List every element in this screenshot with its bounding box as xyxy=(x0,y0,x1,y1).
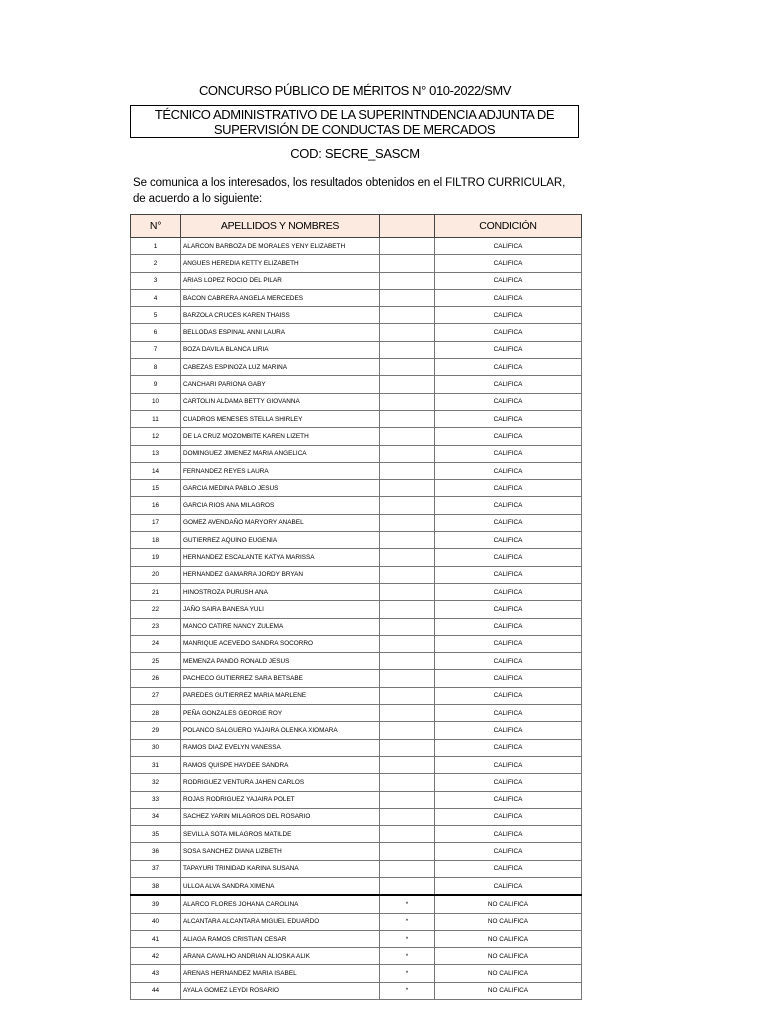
row-number: 16 xyxy=(131,497,181,514)
table-row xyxy=(131,687,582,704)
row-mark xyxy=(380,376,435,393)
row-mark: * xyxy=(380,913,435,930)
row-condition: NO CALIFICA xyxy=(435,982,582,999)
row-number: 44 xyxy=(131,982,181,999)
row-name: FERNANDEZ REYES LAURA xyxy=(181,462,380,479)
row-name: MEMENZA PANDO RONALD JESUS xyxy=(181,653,380,670)
row-name: ALARCON BARBOZA DE MORALES YENY ELIZABETH xyxy=(181,238,380,255)
table-row xyxy=(131,514,582,531)
table-row xyxy=(131,410,582,427)
row-mark xyxy=(380,341,435,358)
table-row xyxy=(131,756,582,773)
row-mark xyxy=(380,670,435,687)
row-name: JAÑO SAIRA BANESA YULI xyxy=(181,601,380,618)
row-name: CABEZAS ESPINOZA LUZ MARINA xyxy=(181,359,380,376)
table-row xyxy=(131,705,582,722)
row-number: 18 xyxy=(131,532,181,549)
row-mark: * xyxy=(380,895,435,913)
position-title-box xyxy=(130,105,579,138)
table-row xyxy=(131,982,582,999)
row-number: 6 xyxy=(131,324,181,341)
row-condition: CALIFICA xyxy=(435,497,582,514)
row-number: 30 xyxy=(131,739,181,756)
row-name: RAMOS QUISPE HAYDEE SANDRA xyxy=(181,756,380,773)
row-number: 29 xyxy=(131,722,181,739)
header-mark xyxy=(380,215,435,238)
row-name: ALARCO FLORES JOHANA CAROLINA xyxy=(181,895,380,913)
table-row xyxy=(131,791,582,808)
row-mark xyxy=(380,272,435,289)
row-name: SOSA SANCHEZ DIANA LIZBETH xyxy=(181,843,380,860)
table-row xyxy=(131,635,582,652)
table-row xyxy=(131,238,582,255)
row-number: 32 xyxy=(131,774,181,791)
row-condition: CALIFICA xyxy=(435,843,582,860)
table-row xyxy=(131,877,582,895)
row-name: ALIAGA RAMOS CRISTIAN CESAR xyxy=(181,930,380,947)
table-row xyxy=(131,965,582,982)
row-number: 37 xyxy=(131,860,181,877)
row-number: 43 xyxy=(131,965,181,982)
row-condition: CALIFICA xyxy=(435,670,582,687)
row-mark xyxy=(380,635,435,652)
row-number: 7 xyxy=(131,341,181,358)
row-mark xyxy=(380,428,435,445)
row-number: 19 xyxy=(131,549,181,566)
row-condition: CALIFICA xyxy=(435,393,582,410)
row-mark xyxy=(380,514,435,531)
row-mark xyxy=(380,359,435,376)
row-mark xyxy=(380,410,435,427)
row-name: MANCO CATIRE NANCY ZULEMA xyxy=(181,618,380,635)
row-condition: CALIFICA xyxy=(435,687,582,704)
row-condition: NO CALIFICA xyxy=(435,948,582,965)
row-name: GARCIA RIOS ANA MILAGROS xyxy=(181,497,380,514)
row-number: 13 xyxy=(131,445,181,462)
table-row xyxy=(131,307,582,324)
row-mark xyxy=(380,618,435,635)
row-number: 25 xyxy=(131,653,181,670)
table-row xyxy=(131,948,582,965)
row-condition: CALIFICA xyxy=(435,445,582,462)
table-row xyxy=(131,272,582,289)
row-mark xyxy=(380,462,435,479)
row-number: 2 xyxy=(131,255,181,272)
row-mark xyxy=(380,532,435,549)
row-name: MANRIQUE ACEVEDO SANDRA SOCORRO xyxy=(181,635,380,652)
row-condition: CALIFICA xyxy=(435,410,582,427)
row-condition: NO CALIFICA xyxy=(435,930,582,947)
row-number: 28 xyxy=(131,705,181,722)
row-mark xyxy=(380,238,435,255)
table-row xyxy=(131,497,582,514)
row-name: HERNANDEZ ESCALANTE KATYA MARISSA xyxy=(181,549,380,566)
row-condition: CALIFICA xyxy=(435,428,582,445)
row-condition: CALIFICA xyxy=(435,549,582,566)
row-condition: CALIFICA xyxy=(435,601,582,618)
row-number: 33 xyxy=(131,791,181,808)
row-condition: CALIFICA xyxy=(435,514,582,531)
row-condition: CALIFICA xyxy=(435,722,582,739)
row-mark xyxy=(380,566,435,583)
results-table xyxy=(130,214,582,1000)
table-row xyxy=(131,843,582,860)
row-mark xyxy=(380,445,435,462)
row-name: HERNANDEZ GAMARRA JORDY BRYAN xyxy=(181,566,380,583)
table-row xyxy=(131,653,582,670)
row-name: DE LA CRUZ MOZOMBITE KAREN LIZETH xyxy=(181,428,380,445)
row-condition: CALIFICA xyxy=(435,877,582,895)
row-mark xyxy=(380,722,435,739)
notice-text xyxy=(133,176,583,207)
row-mark xyxy=(380,289,435,306)
row-number: 11 xyxy=(131,410,181,427)
row-number: 10 xyxy=(131,393,181,410)
row-condition: NO CALIFICA xyxy=(435,965,582,982)
row-name: GOMEZ AVENDAÑO MARYORY ANABEL xyxy=(181,514,380,531)
row-name: BELLODAS ESPINAL ANNI LAURA xyxy=(181,324,380,341)
notice-line-1: Se comunica a los interesados, los resultados obtenidos en el FILTRO CURRICULAR, xyxy=(133,177,566,189)
row-mark xyxy=(380,843,435,860)
table-row xyxy=(131,324,582,341)
row-name: CANCHARI PARIONA GABY xyxy=(181,376,380,393)
row-name: DOMINGUEZ JIMENEZ MARIA ANGELICA xyxy=(181,445,380,462)
row-name: ROJAS RODRIGUEZ YAJAIRA POLET xyxy=(181,791,380,808)
table-row xyxy=(131,601,582,618)
row-number: 41 xyxy=(131,930,181,947)
row-name: AYALA GOMEZ LEYDI ROSARIO xyxy=(181,982,380,999)
row-number: 21 xyxy=(131,583,181,600)
row-name: RAMOS DIAZ EVELYN VANESSA xyxy=(181,739,380,756)
row-number: 9 xyxy=(131,376,181,393)
row-mark xyxy=(380,583,435,600)
row-condition: CALIFICA xyxy=(435,462,582,479)
row-name: ARANA CAVALHO ANDRIAN ALIOSKA ALIK xyxy=(181,948,380,965)
row-name: ALCANTARA ALCANTARA MIGUEL EDUARDO xyxy=(181,913,380,930)
row-mark xyxy=(380,497,435,514)
row-name: PACHECO GUTIERREZ SARA BETSABE xyxy=(181,670,380,687)
row-name: CUADROS MENESES STELLA SHIRLEY xyxy=(181,410,380,427)
row-condition: CALIFICA xyxy=(435,307,582,324)
table-row xyxy=(131,930,582,947)
row-mark xyxy=(380,860,435,877)
row-name: SEVILLA SOTA MILAGROS MATILDE xyxy=(181,826,380,843)
table-row xyxy=(131,722,582,739)
position-code: COD: SECRE_SASCM xyxy=(290,146,420,161)
row-number: 22 xyxy=(131,601,181,618)
table-row xyxy=(131,255,582,272)
table-row xyxy=(131,549,582,566)
position-title-line-1: TÉCNICO ADMINISTRATIVO DE LA SUPERINTNDENCIA ADJUNTA DE xyxy=(154,107,555,122)
row-condition: CALIFICA xyxy=(435,618,582,635)
row-name: BOZA DAVILA BLANCA LIRIA xyxy=(181,341,380,358)
row-condition: CALIFICA xyxy=(435,341,582,358)
row-condition: CALIFICA xyxy=(435,860,582,877)
row-condition: NO CALIFICA xyxy=(435,913,582,930)
row-name: ANGUES HEREDIA KETTY ELIZABETH xyxy=(181,255,380,272)
header-name: APELLIDOS Y NOMBRES xyxy=(181,215,380,238)
row-number: 17 xyxy=(131,514,181,531)
table-row xyxy=(131,376,582,393)
row-condition: CALIFICA xyxy=(435,272,582,289)
row-mark xyxy=(380,687,435,704)
table-row xyxy=(131,532,582,549)
row-number: 31 xyxy=(131,756,181,773)
row-mark: * xyxy=(380,982,435,999)
table-header-row xyxy=(131,215,582,238)
table-row xyxy=(131,808,582,825)
row-mark xyxy=(380,774,435,791)
row-condition: CALIFICA xyxy=(435,583,582,600)
row-number: 26 xyxy=(131,670,181,687)
table-row xyxy=(131,428,582,445)
row-mark: * xyxy=(380,948,435,965)
row-number: 27 xyxy=(131,687,181,704)
row-number: 24 xyxy=(131,635,181,652)
row-number: 39 xyxy=(131,895,181,913)
row-number: 14 xyxy=(131,462,181,479)
row-number: 42 xyxy=(131,948,181,965)
row-condition: CALIFICA xyxy=(435,289,582,306)
table-row xyxy=(131,566,582,583)
table-row xyxy=(131,393,582,410)
table-row xyxy=(131,860,582,877)
row-condition: CALIFICA xyxy=(435,238,582,255)
row-condition: CALIFICA xyxy=(435,826,582,843)
row-name: POLANCO SALGUERO YAJAIRA OLENKA XIOMARA xyxy=(181,722,380,739)
row-condition: CALIFICA xyxy=(435,756,582,773)
row-condition: CALIFICA xyxy=(435,376,582,393)
table-row xyxy=(131,359,582,376)
row-name: TAPAYURI TRINIDAD KARINA SUSANA xyxy=(181,860,380,877)
row-mark xyxy=(380,324,435,341)
row-name: RODRIGUEZ VENTURA JAHEN CARLOS xyxy=(181,774,380,791)
row-mark xyxy=(380,756,435,773)
table-row xyxy=(131,774,582,791)
row-name: GARCIA MEDINA PABLO JESUS xyxy=(181,480,380,497)
row-mark xyxy=(380,791,435,808)
row-name: SACHEZ YARIN MILAGROS DEL ROSARIO xyxy=(181,808,380,825)
table-row xyxy=(131,341,582,358)
table-row xyxy=(131,826,582,843)
row-condition: CALIFICA xyxy=(435,566,582,583)
table-row xyxy=(131,618,582,635)
row-number: 34 xyxy=(131,808,181,825)
position-title-line-2: SUPERVISIÓN DE CONDUCTAS DE MERCADOS xyxy=(213,122,496,137)
row-mark xyxy=(380,307,435,324)
table-row xyxy=(131,289,582,306)
row-mark xyxy=(380,826,435,843)
row-condition: CALIFICA xyxy=(435,705,582,722)
row-mark xyxy=(380,480,435,497)
row-name: ULLOA ALVA SANDRA XIMENA xyxy=(181,877,380,895)
row-number: 3 xyxy=(131,272,181,289)
row-number: 20 xyxy=(131,566,181,583)
row-number: 1 xyxy=(131,238,181,255)
header-number: N° xyxy=(131,215,181,238)
row-number: 8 xyxy=(131,359,181,376)
row-mark xyxy=(380,601,435,618)
table-row xyxy=(131,739,582,756)
table-row xyxy=(131,462,582,479)
row-mark xyxy=(380,653,435,670)
row-mark xyxy=(380,808,435,825)
row-number: 36 xyxy=(131,843,181,860)
table-row xyxy=(131,480,582,497)
table-row xyxy=(131,913,582,930)
row-name: GUTIERREZ AQUINO EUGENIA xyxy=(181,532,380,549)
row-name: BACON CABRERA ANGELA MERCEDES xyxy=(181,289,380,306)
row-condition: NO CALIFICA xyxy=(435,895,582,913)
row-number: 40 xyxy=(131,913,181,930)
row-condition: CALIFICA xyxy=(435,324,582,341)
row-mark xyxy=(380,255,435,272)
row-mark xyxy=(380,705,435,722)
notice-line-2: de acuerdo a lo siguiente: xyxy=(133,192,263,205)
row-mark xyxy=(380,877,435,895)
row-number: 35 xyxy=(131,826,181,843)
row-name: CARTOLIN ALDAMA BETTY GIOVANNA xyxy=(181,393,380,410)
row-condition: CALIFICA xyxy=(435,774,582,791)
row-name: PAREDES GUTIERREZ MARIA MARLENE xyxy=(181,687,380,704)
row-condition: CALIFICA xyxy=(435,359,582,376)
row-name: PEÑA GONZALES GEORGE ROY xyxy=(181,705,380,722)
table-row xyxy=(131,895,582,913)
row-mark xyxy=(380,393,435,410)
table-row xyxy=(131,445,582,462)
row-condition: CALIFICA xyxy=(435,635,582,652)
row-mark xyxy=(380,549,435,566)
row-number: 12 xyxy=(131,428,181,445)
row-mark: * xyxy=(380,930,435,947)
row-number: 15 xyxy=(131,480,181,497)
row-name: ARIAS LOPEZ ROCIO DEL PILAR xyxy=(181,272,380,289)
row-mark xyxy=(380,739,435,756)
row-mark: * xyxy=(380,965,435,982)
header-condition: CONDICIÓN xyxy=(435,215,582,238)
row-number: 5 xyxy=(131,307,181,324)
row-number: 23 xyxy=(131,618,181,635)
page-title: CONCURSO PÚBLICO DE MÉRITOS N° 010-2022/SMV xyxy=(198,83,512,98)
row-condition: CALIFICA xyxy=(435,739,582,756)
row-number: 38 xyxy=(131,877,181,895)
row-name: HINOSTROZA PURUSH ANA xyxy=(181,583,380,600)
row-condition: CALIFICA xyxy=(435,808,582,825)
row-condition: CALIFICA xyxy=(435,480,582,497)
row-number: 4 xyxy=(131,289,181,306)
row-condition: CALIFICA xyxy=(435,255,582,272)
row-name: ARENAS HERNANDEZ MARIA ISABEL xyxy=(181,965,380,982)
row-condition: CALIFICA xyxy=(435,532,582,549)
row-condition: CALIFICA xyxy=(435,791,582,808)
row-name: BARZOLA CRUCES KAREN THAISS xyxy=(181,307,380,324)
table-row xyxy=(131,583,582,600)
row-condition: CALIFICA xyxy=(435,653,582,670)
table-row xyxy=(131,670,582,687)
